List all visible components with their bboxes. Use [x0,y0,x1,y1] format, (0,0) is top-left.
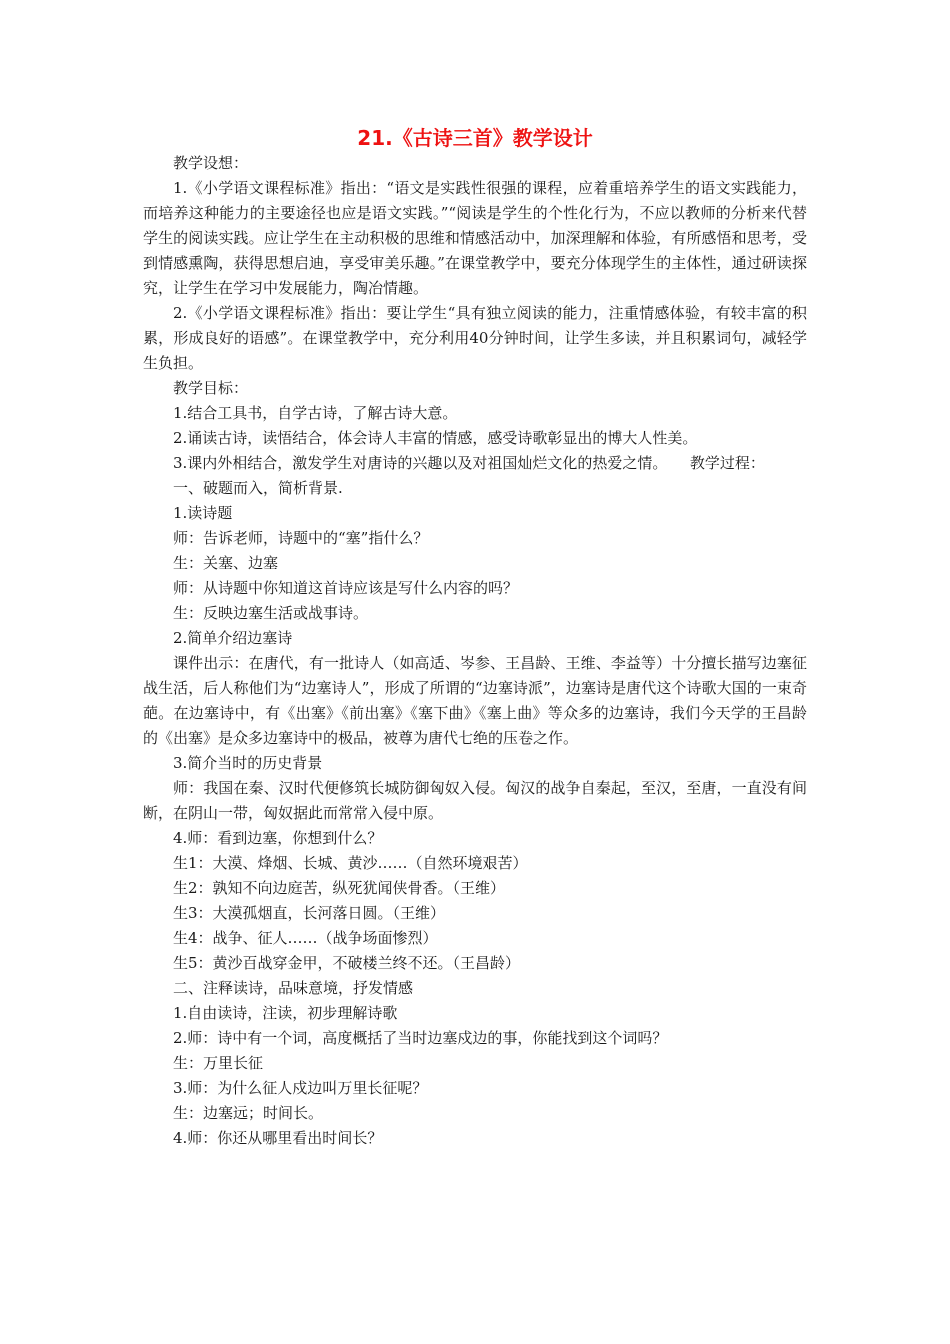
paragraph-design-idea-2: 2.《小学语文课程标准》指出：要让学生“具有独立阅读的能力，注重情感体验，有较丰富的积累，形成良好的语感”。在课堂教学中，充分利用40分钟时间，让学生多读，并且积累词句，减轻学生负担。 [143,304,807,372]
section-heading-part-2: 二、注释读诗，品味意境，抒发情感 [173,979,414,997]
dialogue-line: 2.师：诗中有一个词，高度概括了当时边塞戍边的事，你能找到这个词吗？ [173,1029,668,1047]
dialogue-line: 生4：战争、征人……（战争场面惨烈） [173,929,438,947]
dialogue-line: 4.师：你还从哪里看出时间长？ [173,1129,383,1147]
dialogue-line: 生5：黄沙百战穿金甲，不破楼兰终不还。（王昌龄） [173,954,521,972]
dialogue-line: 生：万里长征 [173,1054,264,1072]
step-free-reading: 1.自由读诗，注读，初步理解诗歌 [173,1004,398,1022]
step-intro-frontier-poetry: 2.简单介绍边塞诗 [173,629,293,647]
paragraph-history: 师：我国在秦、汉时代便修筑长城防御匈奴入侵。匈汉的战争自秦起，至汉，至唐，一直没有间断，在阴山一带，匈奴据此而常常入侵中原。 [143,779,807,822]
paragraph-design-idea-1: 1.《小学语文课程标准》指出：“语文是实践性很强的课程，应着重培养学生的语文实践能力，而培养这种能力的主要途径也应是语文实践。”“阅读是学生的个性化行为，不应以教师的分析来代替学生的阅读实践。应让学生在主动积极的思维和情感活动中，加深理解和体验，有所感悟和思考，受到情感熏陶，获得思想启迪，享受审美乐趣。”在课堂教学中，要充分体现学生的主体性，通过研读探究，让学生在学习中发展能力，陶冶情趣。 [143,179,807,297]
dialogue-line: 生3：大漠孤烟直，长河落日圆。（王维） [173,904,446,922]
dialogue-line: 生2：孰知不向边庭苦，纵死犹闻侠骨香。（王维） [173,879,506,897]
section-heading-part-1: 一、破题而入，简析背景. [173,479,343,497]
paragraph-courseware: 课件出示：在唐代，有一批诗人（如高适、岑参、王昌龄、王维、李益等）十分擅长描写边塞征战生活，后人称他们为“边塞诗人”，形成了所谓的“边塞诗派”，边塞诗是唐代这个诗歌大国的一束奇葩。在边塞诗中，有《出塞》《前出塞》《塞下曲》《塞上曲》等众多的边塞诗，我们今天学的王昌龄的《出塞》是众多边塞诗中的极品，被尊为唐代七绝的压卷之作。 [143,654,807,747]
dialogue-line: 生1：大漠、烽烟、长城、黄沙……（自然环境艰苦） [173,854,528,872]
goal-item-2: 2.诵读古诗，读悟结合，体会诗人丰富的情感，感受诗歌彰显出的博大人性美。 [173,429,698,447]
dialogue-line: 3.师：为什么征人戍边叫万里长征呢？ [173,1079,428,1097]
dialogue-line: 师：告诉老师，诗题中的“塞”指什么？ [173,529,429,547]
section-heading-teaching-goals: 教学目标： [173,379,249,397]
dialogue-line: 4.师：看到边塞，你想到什么？ [173,829,383,847]
dialogue-line: 生：边塞远；时间长。 [173,1104,324,1122]
step-historical-background: 3.简介当时的历史背景 [173,754,323,772]
goal-item-1: 1.结合工具书，自学古诗，了解古诗大意。 [173,404,458,422]
document-title: 21.《古诗三首》教学设计 [357,126,593,150]
dialogue-line: 师：从诗题中你知道这首诗应该是写什么内容的吗？ [173,579,519,597]
document-body [143,151,807,1151]
goal-item-3: 3.课内外相结合，激发学生对唐诗的兴趣以及对祖国灿烂文化的热爱之情。 教学过程： [173,454,765,472]
step-read-title: 1.读诗题 [173,504,233,522]
dialogue-line: 生：反映边塞生活或战事诗。 [173,604,369,622]
section-heading-design-idea: 教学设想： [173,154,249,172]
dialogue-line: 生：关塞、边塞 [173,554,279,572]
